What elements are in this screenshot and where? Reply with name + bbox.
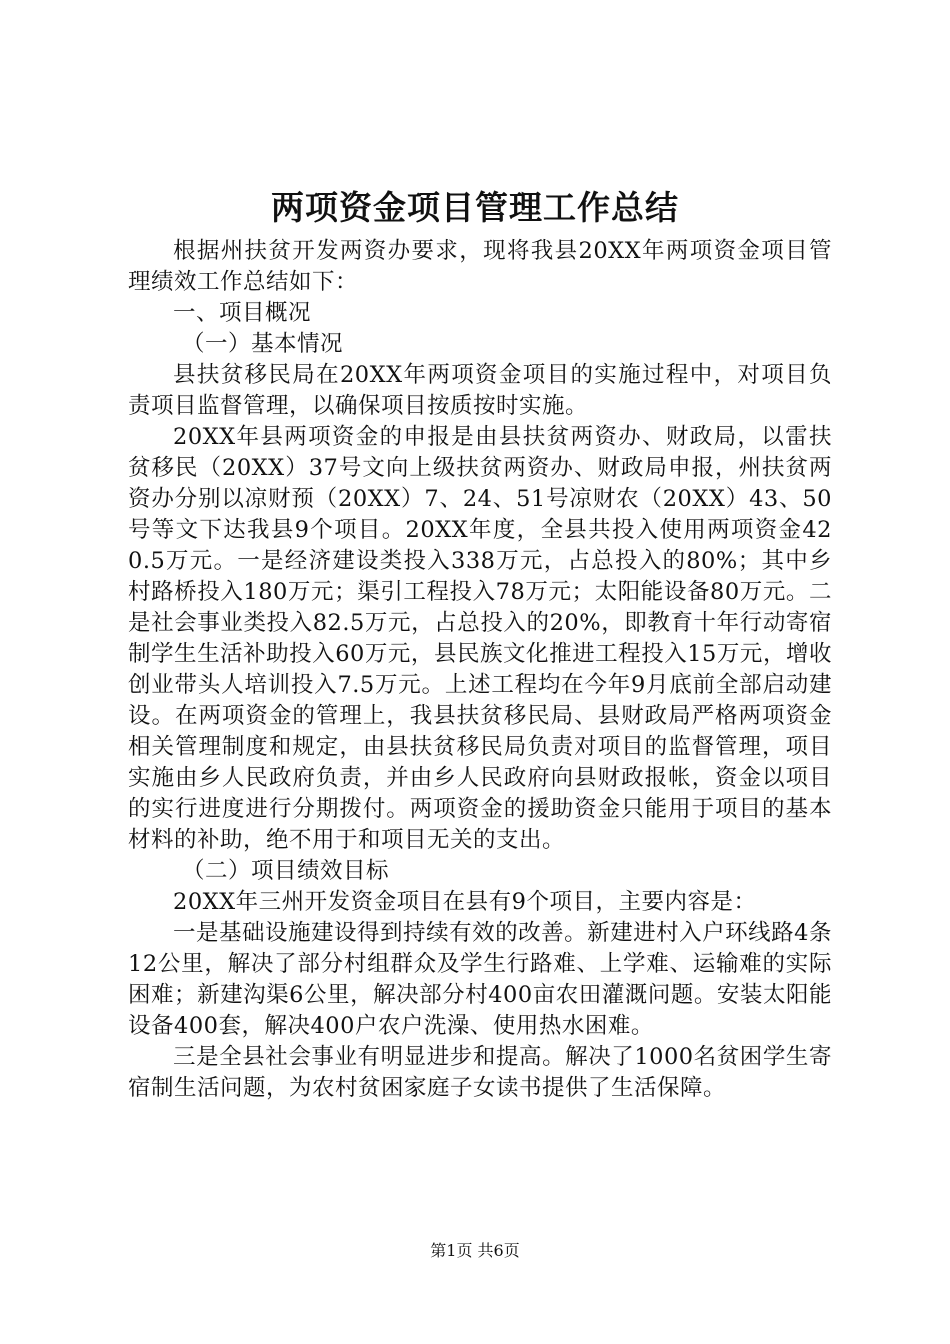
page-footer: 第1页 共6页	[430, 1241, 520, 1260]
subsection-heading-basic-situation: （一）基本情况	[182, 331, 344, 357]
paragraph-infrastructure: 一是基础设施建设得到持续有效的改善。新建进村入户环线路4条12公里，解决了部分村组群众及学生行路难、上学难、运输难的实际困难；新建沟渠6公里，解决部分村400亩农田灌溉问题。安装太阳能设备400套，解决400户农户洗澡、使用热水困难。	[128, 920, 832, 1039]
intro-paragraph: 根据州扶贫开发两资办要求，现将我县20XX年两项资金项目管理绩效工作总结如下：	[128, 238, 832, 295]
paragraph-social-progress: 三是全县社会事业有明显进步和提高。解决了1000名贫困学生寄宿制生活问题，为农村贫困家庭子女读书提供了生活保障。	[128, 1044, 832, 1101]
section-heading-overview: 一、项目概况	[173, 300, 312, 326]
document-body	[128, 236, 832, 1104]
subsection-heading-performance-goals: （二）项目绩效目标	[182, 858, 390, 884]
paragraph-supervision: 县扶贫移民局在20XX年两项资金项目的实施过程中，对项目负责项目监督管理，以确保项目按质按时实施。	[128, 362, 832, 419]
paragraph-projects-summary: 20XX年三州开发资金项目在县有9个项目，主要内容是：	[173, 889, 757, 915]
document-title: 两项资金项目管理工作总结	[271, 188, 679, 227]
paragraph-funding-details: 20XX年县两项资金的申报是由县扶贫两资办、财政局，以雷扶贫移民（20XX）37号文向上级扶贫两资办、财政局申报，州扶贫两资办分别以凉财预（20XX）7、24、51号凉财农（20XX）43、50号等文下达我县9个项目。20XX年度，全县共投入使用两项资金420.5万元。一是经济建设类投入338万元，占总投入的80%；其中乡村路桥投入180万元；渠引工程投入78万元；太阳能设备80万元。二是社会事业类投入82.5万元，占总投入的20%，即教育十年行动寄宿制学生生活补助投入60万元，县民族文化推进工程投入15万元，增收创业带头人培训投入7.5万元。上述工程均在今年9月底前全部启动建设。在两项资金的管理上，我县扶贫移民局、县财政局严格两项资金相关管理制度和规定，由县扶贫移民局负责对项目的监督管理，项目实施由乡人民政府负责，并由乡人民政府向县财政报帐，资金以项目的实行进度进行分期拨付。两项资金的援助资金只能用于项目的基本材料的补助，绝不用于和项目无关的支出。	[128, 424, 832, 853]
